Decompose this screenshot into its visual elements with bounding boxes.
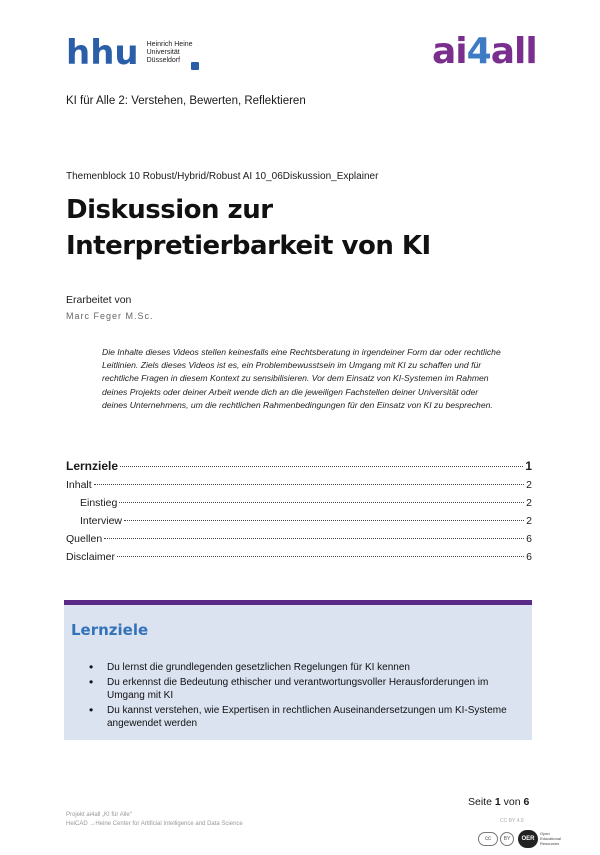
list-item: • Du kannst verstehen, wie Expertisen in rechtlichen Auseinandersetzungen um KI-Systeme angewendet werden (89, 704, 519, 731)
hhu-subtitle: Heinrich Heine Universität Düsseldorf (146, 41, 193, 64)
toc-entry-interview[interactable]: Interview 2 (80, 515, 532, 527)
toc-entry-quellen[interactable]: Quellen 6 (66, 533, 532, 545)
hhu-square-icon (191, 62, 199, 70)
learning-goals-box (64, 600, 532, 740)
table-of-contents (66, 459, 532, 569)
list-item: • Du erkennst die Bedeutung ethischer und verantwortungsvoller Herausforderungen im Umgang mit KI (89, 676, 519, 703)
toc-entry-inhalt[interactable]: Inhalt 2 (66, 479, 532, 491)
list-item: • Du lernst die grundlegenden gesetzlichen Regelungen für KI kennen (89, 661, 519, 675)
learning-goals-title: Lernziele (71, 621, 149, 639)
ai4all-logo: ai4all (432, 31, 537, 72)
legal-disclaimer: Die Inhalte dieses Videos stellen keinesfalls eine Rechtsberatung in irgendeiner Form dar oder rechtliche Leitlinien. Ziels dieses Videos ist es, ein Problembewusstsein im Umgang mit KI zu schaffen und für rechtliche Fragen in diesem Kontext zu sensibilisieren. Vor dem Einsatz von KI-Systemen im Rahmen deines Projekts oder deiner Arbeit wende dich an die jeweiligen Fachstellen deiner Universität oder deines Unternehmens, um die rechtlichen Rahmenbedingungen für den Einsatz von KI zu besprechen. (102, 347, 501, 410)
toc-entry-lernziele[interactable]: Lernziele 1 (66, 459, 532, 473)
block-label: Themenblock 10 Robust/Hybrid/Robust AI 10_06Diskussion_Explainer (66, 171, 379, 182)
author-name: Marc Feger M.Sc. (66, 311, 154, 321)
oer-label: Open Educational Resources (540, 831, 561, 846)
learning-goals-list (89, 661, 519, 732)
hhu-logo (66, 33, 193, 76)
footer-center: HeiCAD →Heine Center for Artificial Intelligence and Data Science (66, 821, 243, 827)
license-note: CC BY 4.0 (500, 818, 524, 824)
footer-project: Projekt ai4all „KI für Alle“ (66, 812, 132, 818)
hhu-wordmark: hhu (66, 33, 139, 73)
toc-entry-disclaimer[interactable]: Disclaimer 6 (66, 551, 532, 563)
by-license-icon: BY (500, 832, 514, 846)
prepared-by-label: Erarbeitet von (66, 294, 132, 306)
oer-logo-icon: OER (518, 830, 538, 848)
course-title: KI für Alle 2: Verstehen, Bewerten, Reflektieren (66, 95, 306, 107)
cc-license-icon: cc (478, 832, 498, 846)
page-number: Seite 1 von 6 (468, 796, 530, 808)
document-title: Diskussion zur Interpretierbarkeit von KI (66, 195, 431, 261)
toc-entry-einstieg[interactable]: Einstieg 2 (80, 497, 532, 509)
